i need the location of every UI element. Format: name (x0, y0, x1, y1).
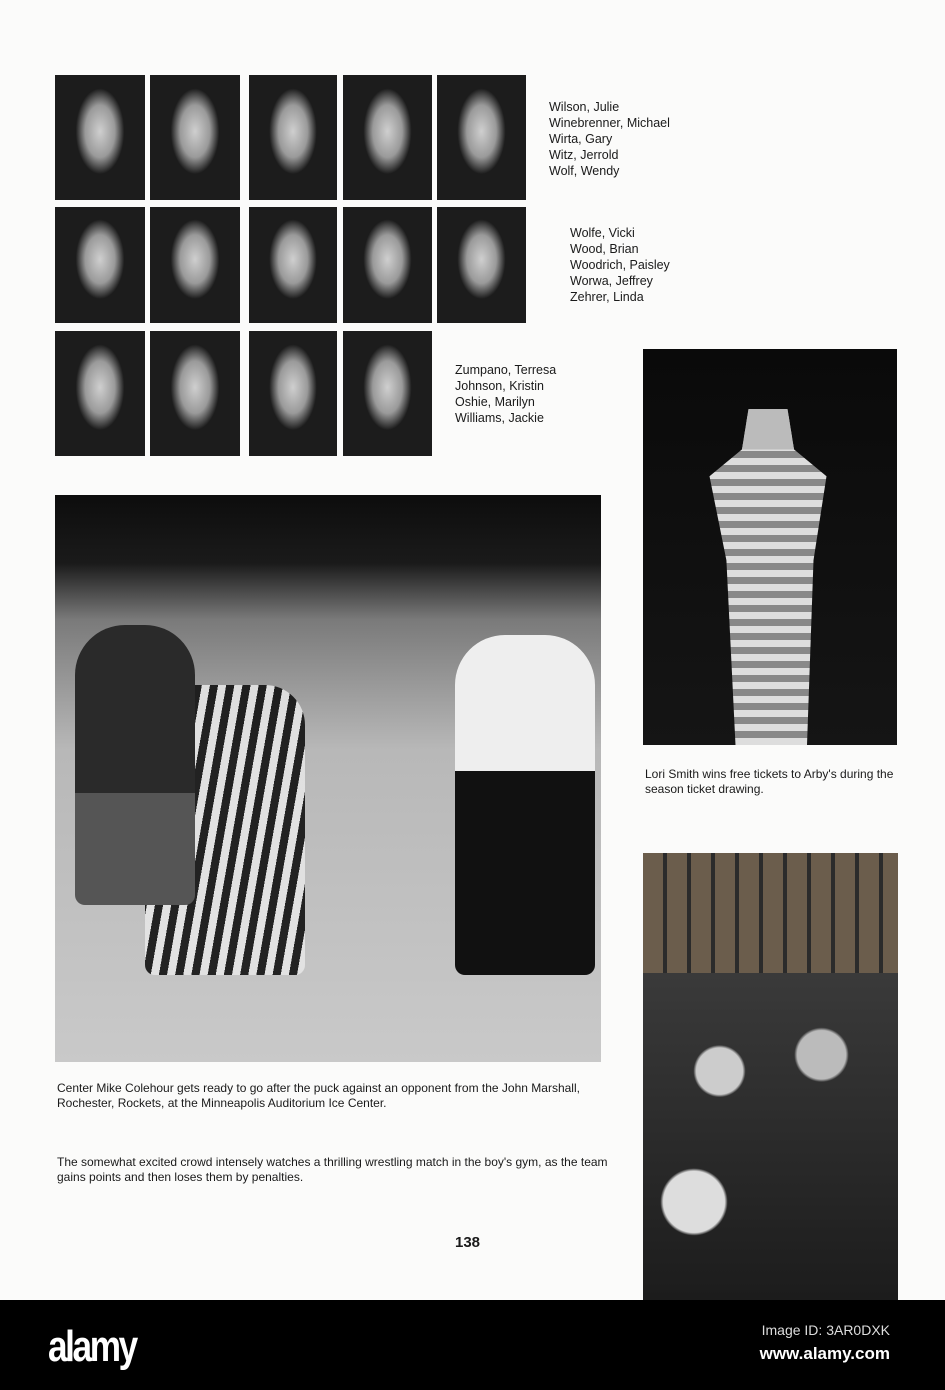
alamy-logo: alamy (48, 1322, 136, 1371)
lori-caption: Lori Smith wins free tickets to Arby's during the season ticket drawing. (645, 767, 894, 796)
portrait-photo (150, 207, 240, 323)
student-name: Wolf, Wendy (549, 164, 620, 178)
name-list-row-3 (455, 362, 556, 426)
student-name: Oshie, Marilyn (455, 395, 535, 409)
portrait-photo (343, 75, 432, 200)
student-name: Wood, Brian (570, 242, 639, 256)
portrait-photo (437, 207, 526, 323)
hockey-photo (55, 495, 601, 1062)
name-list-row-1 (549, 99, 670, 179)
student-name: Wolfe, Vicki (570, 226, 635, 240)
image-id: Image ID: 3AR0DXK (761, 1322, 890, 1338)
student-name: Wirta, Gary (549, 132, 613, 146)
page-number: 138 (455, 1234, 481, 1251)
hockey-caption: Center Mike Colehour gets ready to go after the puck against an opponent from the John Marshall, Rochester, Rockets, at the Minneapolis Auditorium Ice Center. (57, 1081, 580, 1110)
portrait-photo (55, 207, 145, 323)
portrait-photo (55, 331, 145, 456)
watermark-bar (0, 1300, 945, 1390)
student-name: Zumpano, Terresa (455, 363, 557, 377)
lori-smith-photo (643, 349, 897, 745)
portrait-photo (437, 75, 526, 200)
portrait-photo (249, 75, 337, 200)
name-list-row-2 (570, 225, 670, 305)
wrestling-caption: The somewhat excited crowd intensely watches a thrilling wrestling match in the boy's gym, as the team gains points and then loses them by penalties. (57, 1155, 608, 1184)
student-name: Woodrich, Paisley (570, 258, 670, 272)
student-name: Johnson, Kristin (455, 379, 544, 393)
wrestling-crowd-photo (643, 853, 898, 1300)
portrait-photo (150, 75, 240, 200)
student-figure (703, 409, 833, 745)
crowd (643, 973, 898, 1300)
portrait-photo (150, 331, 240, 456)
student-name: Wilson, Julie (549, 100, 620, 114)
student-name: Zehrer, Linda (570, 290, 644, 304)
student-name: Witz, Jerrold (549, 148, 619, 162)
player-figure (455, 635, 595, 975)
portrait-photo (249, 331, 337, 456)
alamy-url[interactable]: www.alamy.com (759, 1344, 890, 1363)
portrait-photo (343, 207, 432, 323)
portrait-photo (343, 331, 432, 456)
player-figure (75, 625, 195, 905)
student-name: Williams, Jackie (455, 411, 544, 425)
student-name: Winebrenner, Michael (549, 116, 670, 130)
portrait-photo (55, 75, 145, 200)
portrait-photo (249, 207, 337, 323)
student-name: Worwa, Jeffrey (570, 274, 653, 288)
